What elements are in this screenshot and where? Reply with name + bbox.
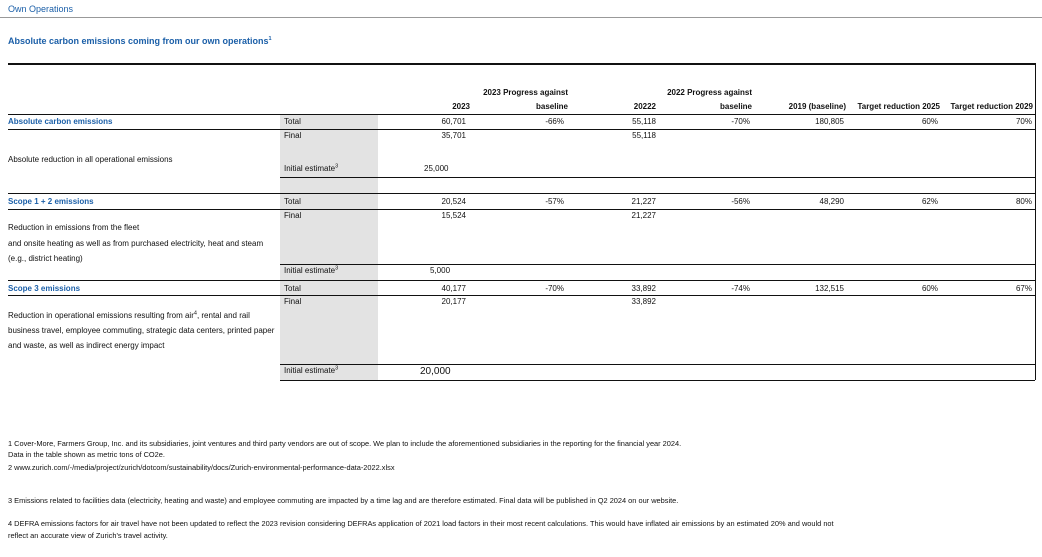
absolute-target-2029: 70% — [1015, 117, 1032, 126]
scope12-target-2029: 80% — [1015, 197, 1032, 206]
footnote-3: 3 Emissions related to facilities data (electricity, heating and waste) and employee commuting are impacted by a time lag and are therefore estimated. Final data will be published in Q2 2024 on our website. — [8, 496, 679, 505]
header-rule — [8, 114, 1035, 115]
table-bottom-rule — [280, 380, 1035, 381]
footnote-2: 2 www.zurich.com/-/media/project/zurich/dotcom/sustainability/docs/Zurich-environmental-performance-data-2022.xlsx — [8, 463, 395, 472]
absolute-total-label: Total — [284, 117, 301, 126]
header-progress-2022-line1: 2022 Progress against — [667, 88, 752, 97]
scope12-description-line2: and onsite heating as well as from purchased electricity, heat and steam (e.g., district heating) — [8, 239, 264, 263]
scope3-target-2029: 67% — [1015, 284, 1032, 293]
absolute-description: Absolute reduction in all operational emissions — [8, 155, 173, 164]
scope3-progress-2022: -74% — [731, 284, 750, 293]
section-title: Own Operations — [8, 4, 74, 14]
absolute-total-2023: 60,701 — [441, 117, 466, 126]
absolute-heading: Absolute carbon emissions — [8, 117, 113, 126]
scope12-target-2025: 62% — [921, 197, 938, 206]
scope3-total-2022: 33,892 — [631, 284, 656, 293]
scope3-total-2023: 40,177 — [441, 284, 466, 293]
scope12-total-2023: 20,524 — [441, 197, 466, 206]
scope3-final-label: Final — [284, 297, 302, 306]
header-divider — [0, 17, 1042, 18]
scope3-final-2022: 33,892 — [631, 297, 656, 306]
absolute-progress-2022: -70% — [731, 117, 750, 126]
header-progress-2023-line2: baseline — [535, 102, 568, 111]
scope3-total-label: Total — [284, 284, 301, 293]
label-column-shading — [280, 115, 378, 380]
scope12-total-2022: 21,227 — [631, 197, 656, 206]
absolute-initial-label: Initial estimate$^3$ — [284, 163, 339, 173]
scope12-initial-2023: 5,000 — [430, 266, 451, 275]
scope3-description: Reduction in operational emissions resulting from air$^4$, rental and rail business travel, employee commuting, strategic data centers, printed paper and waste, as well as indirect energy impact — [8, 310, 275, 350]
scope12-rule — [8, 209, 1035, 210]
scope3-initial-label: Initial estimate$^3$ — [284, 365, 339, 375]
absolute-final-2023: 35,701 — [441, 131, 466, 140]
absolute-baseline-2019: 180,805 — [815, 117, 844, 126]
absolute-final-2022: 55,118 — [632, 131, 656, 140]
scope12-heading: Scope 1 + 2 emissions — [8, 197, 94, 206]
scope3-baseline-2019: 132,515 — [815, 284, 844, 293]
absolute-progress-2023: -66% — [545, 117, 564, 126]
scope12-progress-2023: -57% — [545, 197, 564, 206]
header-2019-baseline: 2019 (baseline) — [788, 102, 846, 111]
scope12-final-2022: 21,227 — [631, 211, 656, 220]
absolute-initial-2023: 25,000 — [424, 164, 449, 173]
absolute-target-2025: 60% — [921, 117, 938, 126]
footnote-1: 1 Cover-More, Farmers Group, Inc. and its subsidiaries, joint ventures and third party vendors are out of scope. We plan to include the aforementioned subsidiaries in the reporting for the financial year 2024. Data in the table shown as metric tons of CO2e. — [8, 439, 682, 459]
table-right-border — [1035, 63, 1036, 380]
scope3-initial-top-rule — [280, 364, 1035, 365]
scope12-baseline-2019: 48,290 — [819, 197, 844, 206]
scope12-total-label: Total — [284, 197, 301, 206]
header-progress-2022-line2: baseline — [719, 102, 752, 111]
footnote-4: 4 DEFRA emissions factors for air travel have not been updated to reflect the 2023 revision considering DEFRAs application of 2021 load factors in their most recent calculations. This would have inflated air emissions by an estimated 20% and would not reflect an accurate view of Zurich's travel activity. — [8, 519, 834, 540]
scope3-target-2025: 60% — [921, 284, 938, 293]
scope12-initial-top-rule — [280, 264, 1035, 265]
table-top-rule — [8, 63, 1035, 65]
scope12-final-2023: 15,524 — [441, 211, 466, 220]
scope3-initial-2023: 20,000 — [420, 366, 451, 377]
header-target-2025: Target reduction 2025 — [857, 102, 940, 111]
scope12-final-label: Final — [284, 211, 302, 220]
absolute-initial-rule — [280, 177, 1035, 178]
scope3-rule — [8, 295, 1035, 296]
absolute-bottom-rule — [8, 193, 1035, 194]
scope12-description-line1: Reduction in emissions from the fleet — [8, 223, 140, 232]
header-2022: 20222 — [633, 102, 656, 111]
scope12-initial-label: Initial estimate$^3$ — [284, 265, 339, 275]
scope12-bottom-rule — [8, 280, 1035, 281]
header-2023: 2023 — [452, 102, 470, 111]
chart-title: Absolute carbon emissions coming from our own operations$^1$ — [8, 36, 272, 46]
scope3-final-2023: 20,177 — [441, 297, 466, 306]
absolute-total-2022: 55,118 — [632, 117, 656, 126]
scope3-heading: Scope 3 emissions — [8, 284, 81, 293]
header-progress-2023-line1: 2023 Progress against — [483, 88, 568, 97]
scope12-progress-2022: -56% — [731, 197, 750, 206]
scope3-progress-2023: -70% — [545, 284, 564, 293]
absolute-final-label: Final — [284, 131, 302, 140]
header-target-2029: Target reduction 2029 — [950, 102, 1033, 111]
absolute-rule — [8, 129, 1035, 130]
